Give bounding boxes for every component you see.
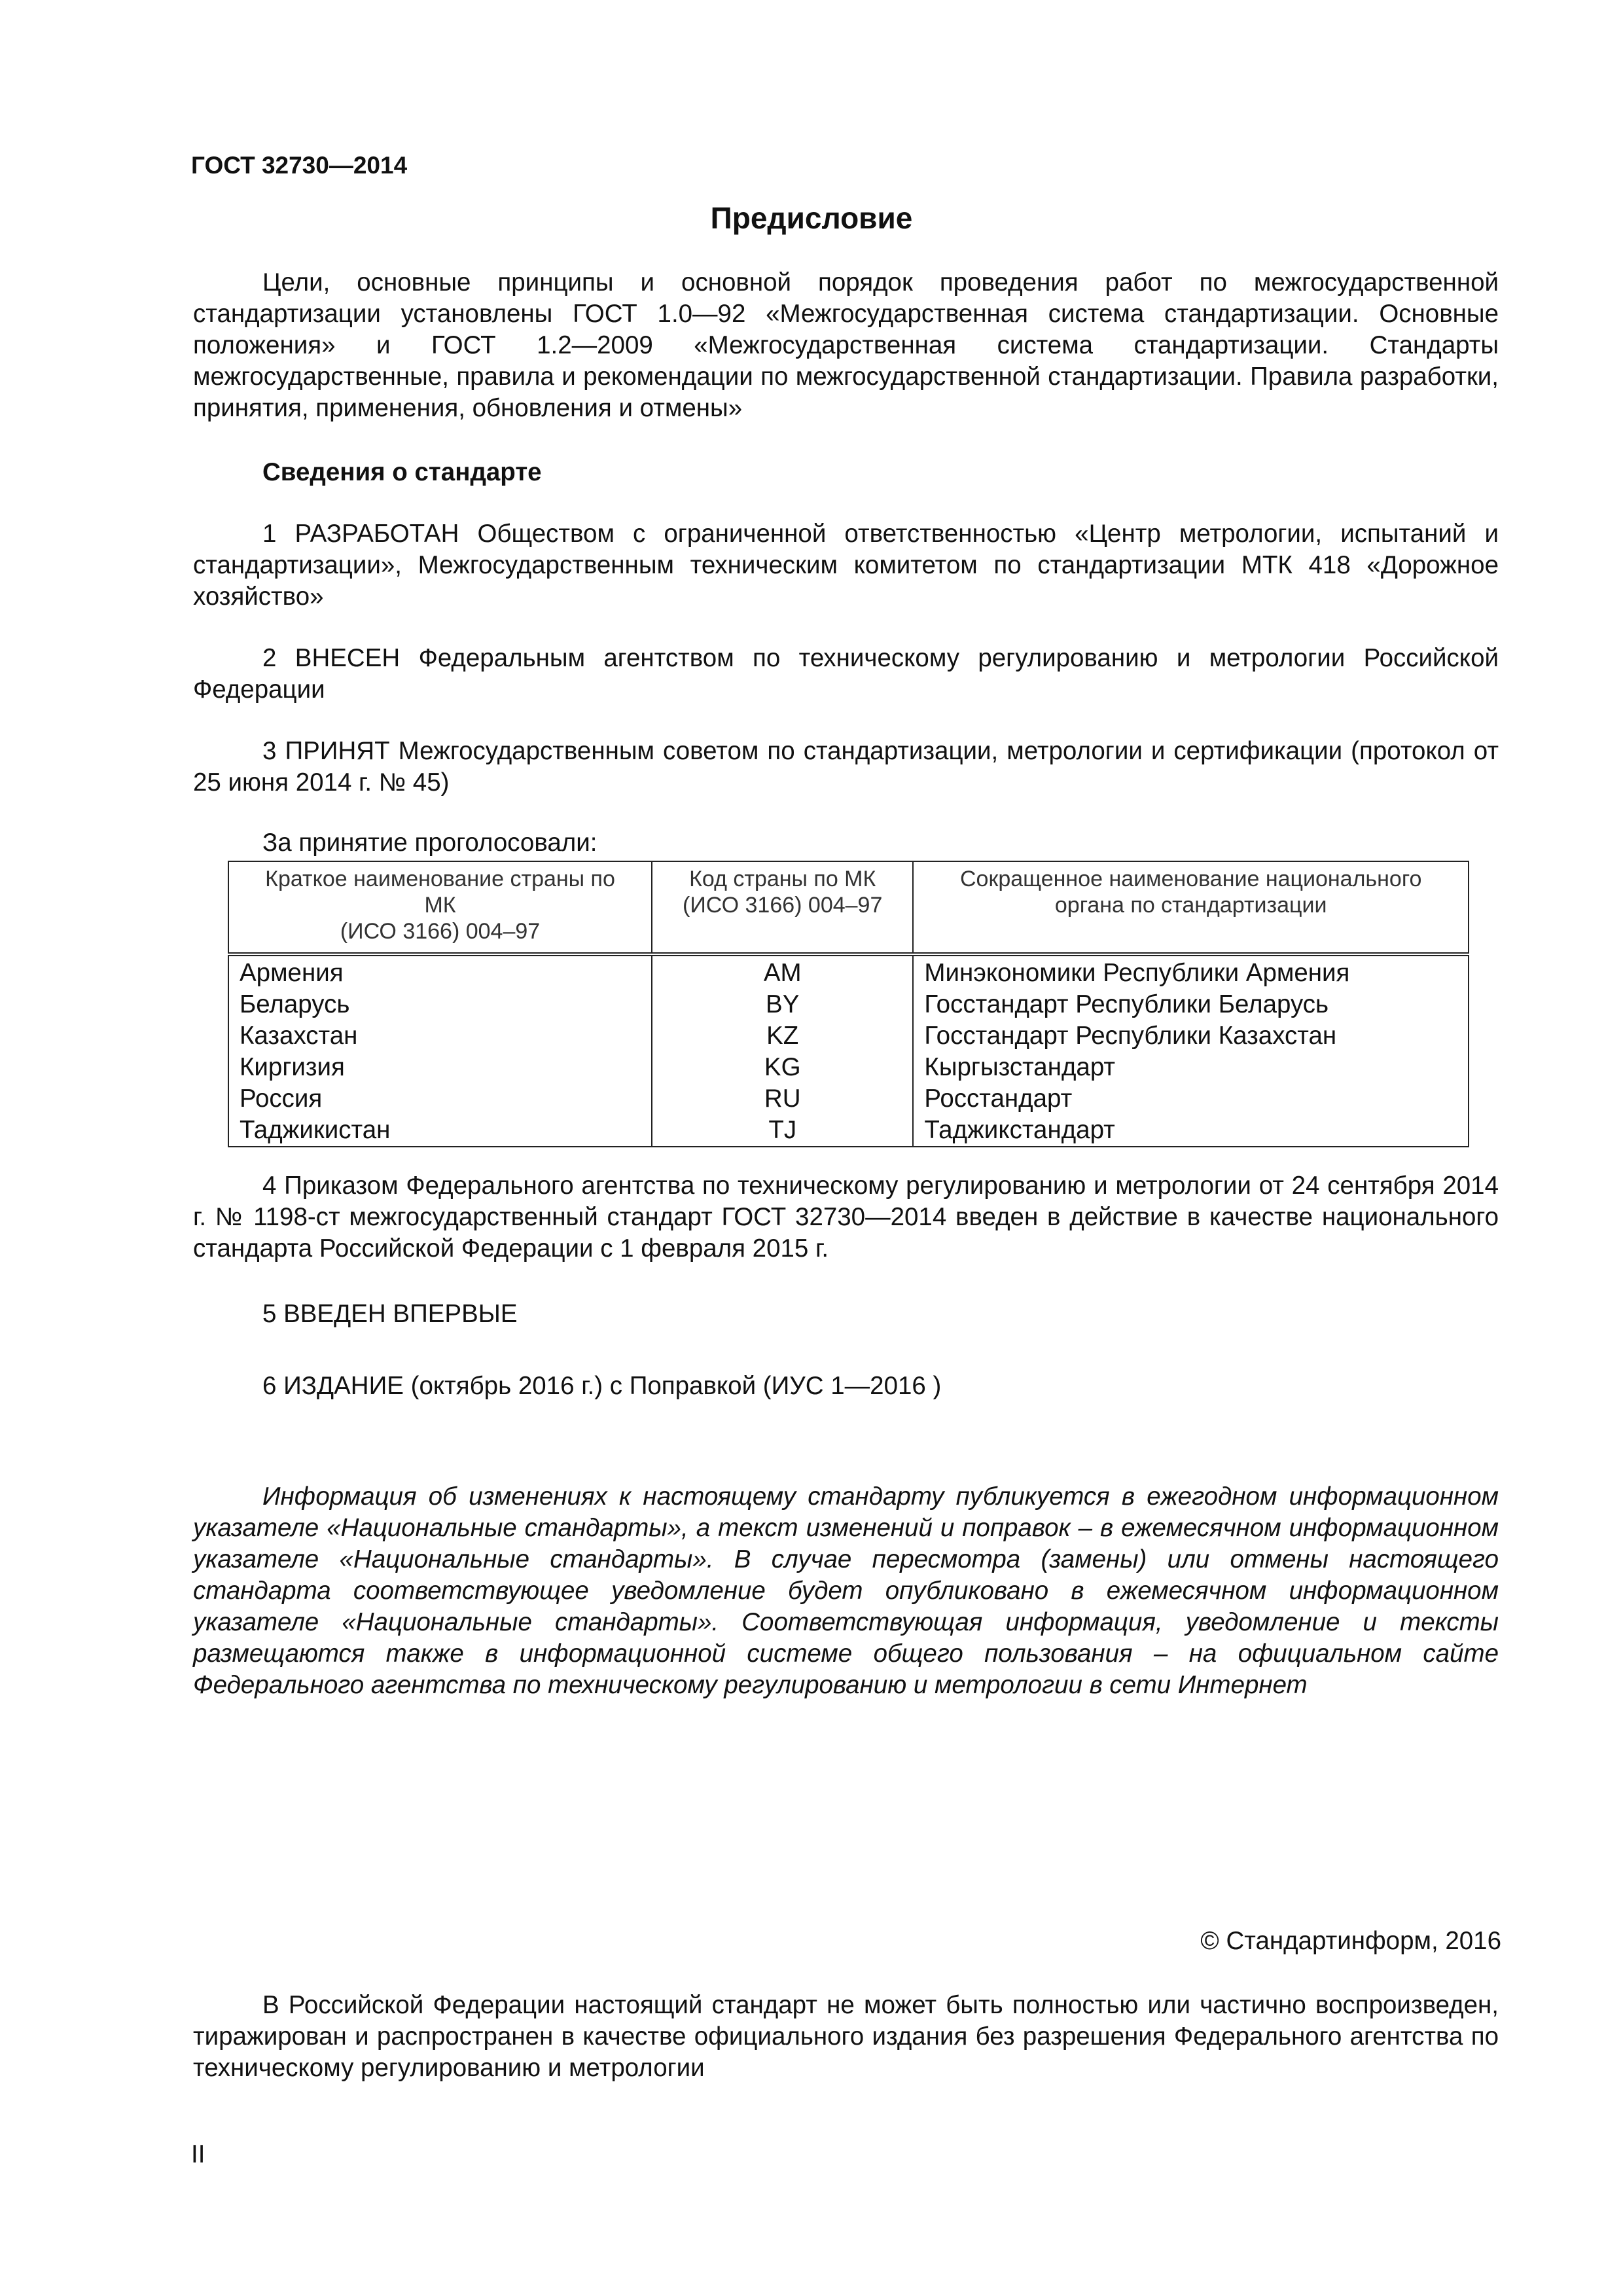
body-cell: Госстандарт Республики Беларусь xyxy=(913,989,1469,1020)
header-code-line-2: (ИСО 3166) 004–97 xyxy=(683,893,883,918)
header-country-line-1: Краткое наименование страны по xyxy=(265,867,615,891)
body-cell: Госстандарт Республики Казахстан xyxy=(913,1020,1469,1052)
column-header-country xyxy=(228,861,652,954)
page-number: II xyxy=(191,2140,205,2168)
voting-countries-table xyxy=(228,861,1469,1147)
code-cell: RU xyxy=(652,1083,913,1115)
intro-paragraph: Цели, основные принципы и основной порядок проведения работ по межгосударственной стандартизации установлены ГОСТ 1.0—92 «Межгосударственная система стандартизации. Основные положения» и ГОСТ 1.2—2009 «Межгосударственная система стандартизации. Стандарты межгосударственные, правила и рекомендации по межгосударственной стандартизации. Правила разработки, принятия, применения, обновления и отмены» xyxy=(193,268,1499,422)
country-cell: Армения xyxy=(228,954,652,989)
item-2-paragraph: 2 ВНЕСЕН Федеральным агентством по техническому регулированию и метрологии Российской Федерации xyxy=(193,644,1499,704)
table-row xyxy=(228,1083,1469,1115)
page-title: Предисловие xyxy=(710,201,913,235)
header-country-line-2: МК xyxy=(424,893,456,918)
item-6-paragraph: 6 ИЗДАНИЕ (октябрь 2016 г.) с Поправкой (ИУС 1—2016 ) xyxy=(262,1372,942,1400)
code-cell: AM xyxy=(652,954,913,989)
body-cell: Таджикстандарт xyxy=(913,1115,1469,1147)
copyright-line: © Стандартинформ, 2016 xyxy=(1200,1927,1501,1955)
body-cell: Минэкономики Республики Армения xyxy=(913,954,1469,989)
code-cell: BY xyxy=(652,989,913,1020)
table-header-row xyxy=(228,861,1469,954)
item-1-paragraph: 1 РАЗРАБОТАН Обществом с ограниченной ответственностью «Центр метрологии, испытаний и стандартизации», Межгосударственным техническим комитетом по стандартизации МТК 418 «Дорожное хозяйство» xyxy=(193,520,1499,611)
code-cell: TJ xyxy=(652,1115,913,1147)
item-4-paragraph: 4 Приказом Федерального агентства по техническому регулированию и метрологии от 24 сентября 2014 г. № 1198-ст межгосударственный стандарт ГОСТ 32730—2014 введен в действие в качестве национального стандарта Российской Федерации с 1 февраля 2015 г. xyxy=(193,1172,1499,1263)
header-body-line-1: Сокращенное наименование национального xyxy=(960,867,1422,891)
header-code-line-1: Код страны по МК xyxy=(689,867,876,891)
code-cell: KZ xyxy=(652,1020,913,1052)
code-cell: KG xyxy=(652,1052,913,1083)
table-row xyxy=(228,1052,1469,1083)
vote-table-caption: За принятие проголосовали: xyxy=(262,829,597,857)
table-row xyxy=(228,1020,1469,1052)
body-cell: Кыргызстандарт xyxy=(913,1052,1469,1083)
document-id-header: ГОСТ 32730—2014 xyxy=(191,152,408,179)
item-3-paragraph: 3 ПРИНЯТ Межгосударственным советом по стандартизации, метрологии и сертификации (протокол от 25 июня 2014 г. № 45) xyxy=(193,737,1499,797)
item-5-paragraph: 5 ВВЕДЕН ВПЕРВЫЕ xyxy=(262,1300,518,1328)
country-cell: Беларусь xyxy=(228,989,652,1020)
table-row xyxy=(228,989,1469,1020)
table-row xyxy=(228,954,1469,989)
column-header-code xyxy=(652,861,913,954)
changes-notice-paragraph: Информация об изменениях к настоящему стандарту публикуется в ежегодном информационном указателе «Национальные стандарты», а текст изменений и поправок – в ежемесячном информационном указателе «Национальные стандарты». В случае пересмотра (замены) или отмены настоящего стандарта соответствующее уведомление будет опубликовано в ежемесячном информационном указателе «Национальные стандарты». Соответствующая информация, уведомление и тексты размещаются также в информационной системе общего пользования – на официальном сайте Федерального агентства по техническому регулированию и метрологии в сети Интернет xyxy=(193,1482,1499,1699)
reproduction-restriction-paragraph: В Российской Федерации настоящий стандарт не может быть полностью или частично воспроизведен, тиражирован и распространен в качестве официального издания без разрешения Федерального агентства по техническому регулированию и метрологии xyxy=(193,1991,1499,2082)
header-country-line-3: (ИСО 3166) 004–97 xyxy=(340,919,541,944)
body-cell: Росстандарт xyxy=(913,1083,1469,1115)
table-row xyxy=(228,1115,1469,1147)
country-cell: Россия xyxy=(228,1083,652,1115)
column-header-body xyxy=(913,861,1469,954)
country-cell: Таджикистан xyxy=(228,1115,652,1147)
header-body-line-2: органа по стандартизации xyxy=(1054,893,1327,918)
country-cell: Казахстан xyxy=(228,1020,652,1052)
info-heading: Сведения о стандарте xyxy=(262,458,542,486)
country-cell: Киргизия xyxy=(228,1052,652,1083)
